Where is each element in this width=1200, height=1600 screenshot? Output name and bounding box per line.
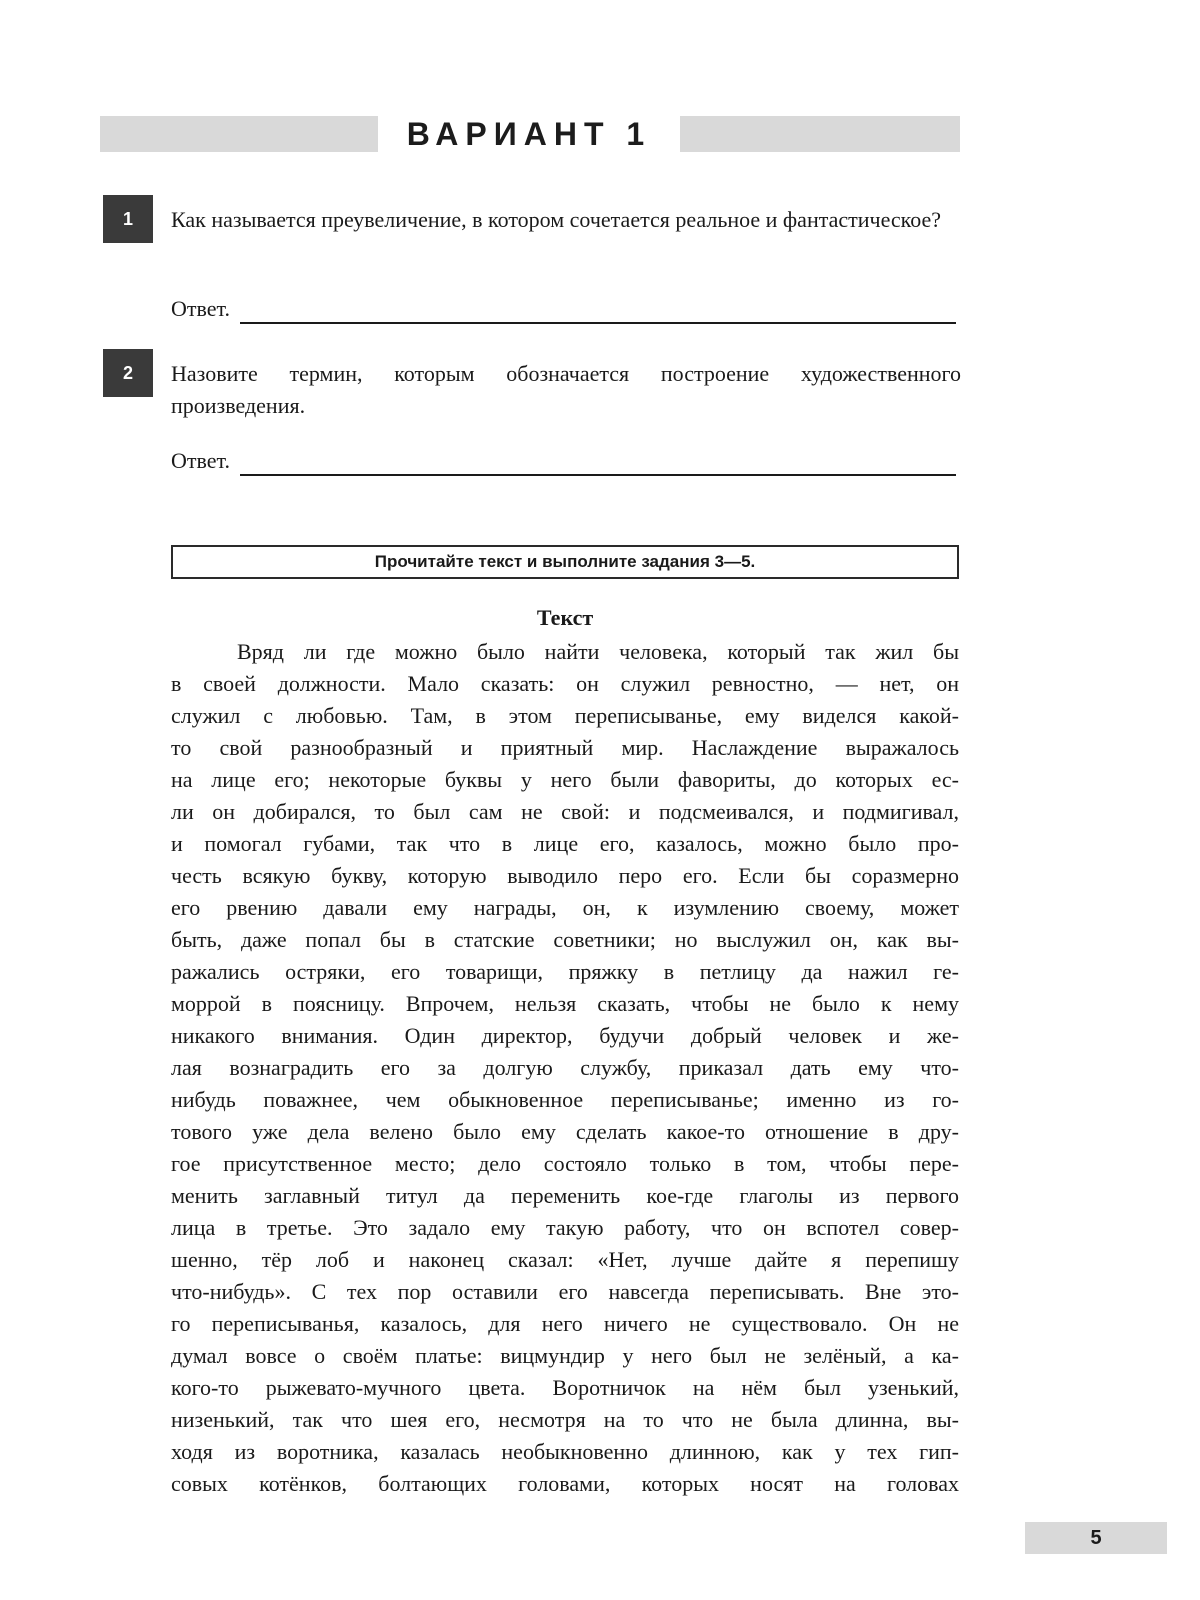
passage-line: низенький, так что шея его, несмотря на то что не была длинна, вы- — [171, 1407, 959, 1432]
answer-label: Ответ. — [171, 448, 230, 473]
passage-line: совых котёнков, болтающих головами, которых носят на головах — [171, 1471, 959, 1496]
passage-line: служил с любовью. Там, в этом переписыванье, ему виделся какой- — [171, 703, 959, 728]
passage-line: на лице его; некоторые буквы у него были фавориты, до которых ес- — [171, 767, 959, 792]
passage-line: в своей должности. Мало сказать: он служил ревностно, — нет, он — [171, 671, 959, 696]
passage-line: го переписыванья, казалось, для него ничего не существовало. Он не — [171, 1311, 959, 1336]
passage-line: тового уже дела велено было ему сделать какое-то отношение в дру- — [171, 1119, 959, 1144]
header-bar-left — [100, 116, 378, 152]
passage-line: думал вовсе о своём платье: вицмундир у него был не зелёный, а ка- — [171, 1343, 959, 1368]
answer-field[interactable] — [171, 444, 956, 476]
passage-line: Вряд ли где можно было найти человека, который так жил бы — [237, 639, 959, 664]
text-heading: Текст — [536, 605, 594, 630]
passage-line: гое присутственное место; дело состояло только в том, чтобы пере- — [171, 1151, 959, 1176]
task-question: Как называется преувеличение, в котором сочетается реальное и фантастическое? — [171, 207, 942, 232]
task-question: Назовите термин, которым обозначается построение художественного произведения. — [171, 361, 961, 418]
answer-label: Ответ. — [171, 296, 230, 321]
passage-line: шенно, тёр лоб и наконец сказал: «Нет, лучше дайте я перепишу — [171, 1247, 959, 1272]
passage-line: то свой разнообразный и приятный мир. Наслаждение выражалось — [171, 735, 959, 760]
passage-line: честь всякую букву, которую выводило перо его. Если бы соразмерно — [171, 863, 959, 888]
passage-line: моррой в поясницу. Впрочем, нельзя сказать, чтобы не было к нему — [171, 991, 959, 1016]
passage-line: ходя из воротника, казалась необыкновенно длинною, как у тех гип- — [171, 1439, 959, 1464]
passage-line: ли он добирался, то был сам не свой: и подсмеивался, и подмигивал, — [171, 799, 959, 824]
passage-line: быть, даже попал бы в статские советники; но выслужил он, как вы- — [171, 927, 959, 952]
variant-title: ВАРИАНТ 1 — [406, 116, 652, 152]
passage-line: его рвению давали ему награды, он, к изумлению своему, может — [171, 895, 959, 920]
answer-line[interactable] — [240, 300, 956, 324]
passage — [171, 636, 959, 1500]
passage-line: что-нибудь». С тех пор оставили его навсегда переписывать. Вне это- — [171, 1279, 959, 1304]
passage-line: нибудь поважнее, чем обыкновенное переписыванье; именно из го- — [171, 1087, 959, 1112]
passage-line: менить заглавный титул да переменить кое-где глаголы из первого — [171, 1183, 959, 1208]
passage-line: лая вознаградить его за долгую службу, приказал дать ему что- — [171, 1055, 959, 1080]
header-bar-right — [680, 116, 960, 152]
instruction-box: Прочитайте текст и выполните задания 3—5. — [171, 545, 959, 579]
task-number-badge: 1 — [103, 195, 153, 243]
task-number-badge: 2 — [103, 349, 153, 397]
answer-field[interactable] — [171, 292, 956, 324]
passage-line: кого-то рыжевато-мучного цвета. Воротничок на нём был узенький, — [171, 1375, 959, 1400]
answer-line[interactable] — [240, 452, 956, 476]
passage-line: и помогал губами, так что в лице его, казалось, можно было про- — [171, 831, 959, 856]
passage-line: никакого внимания. Один директор, будучи добрый человек и же- — [171, 1023, 959, 1048]
passage-line: лица в третье. Это задало ему такую работу, что он вспотел совер- — [171, 1215, 959, 1240]
page-number: 5 — [1025, 1522, 1167, 1554]
passage-line: ражались остряки, его товарищи, пряжку в петлицу да нажил ге- — [171, 959, 959, 984]
